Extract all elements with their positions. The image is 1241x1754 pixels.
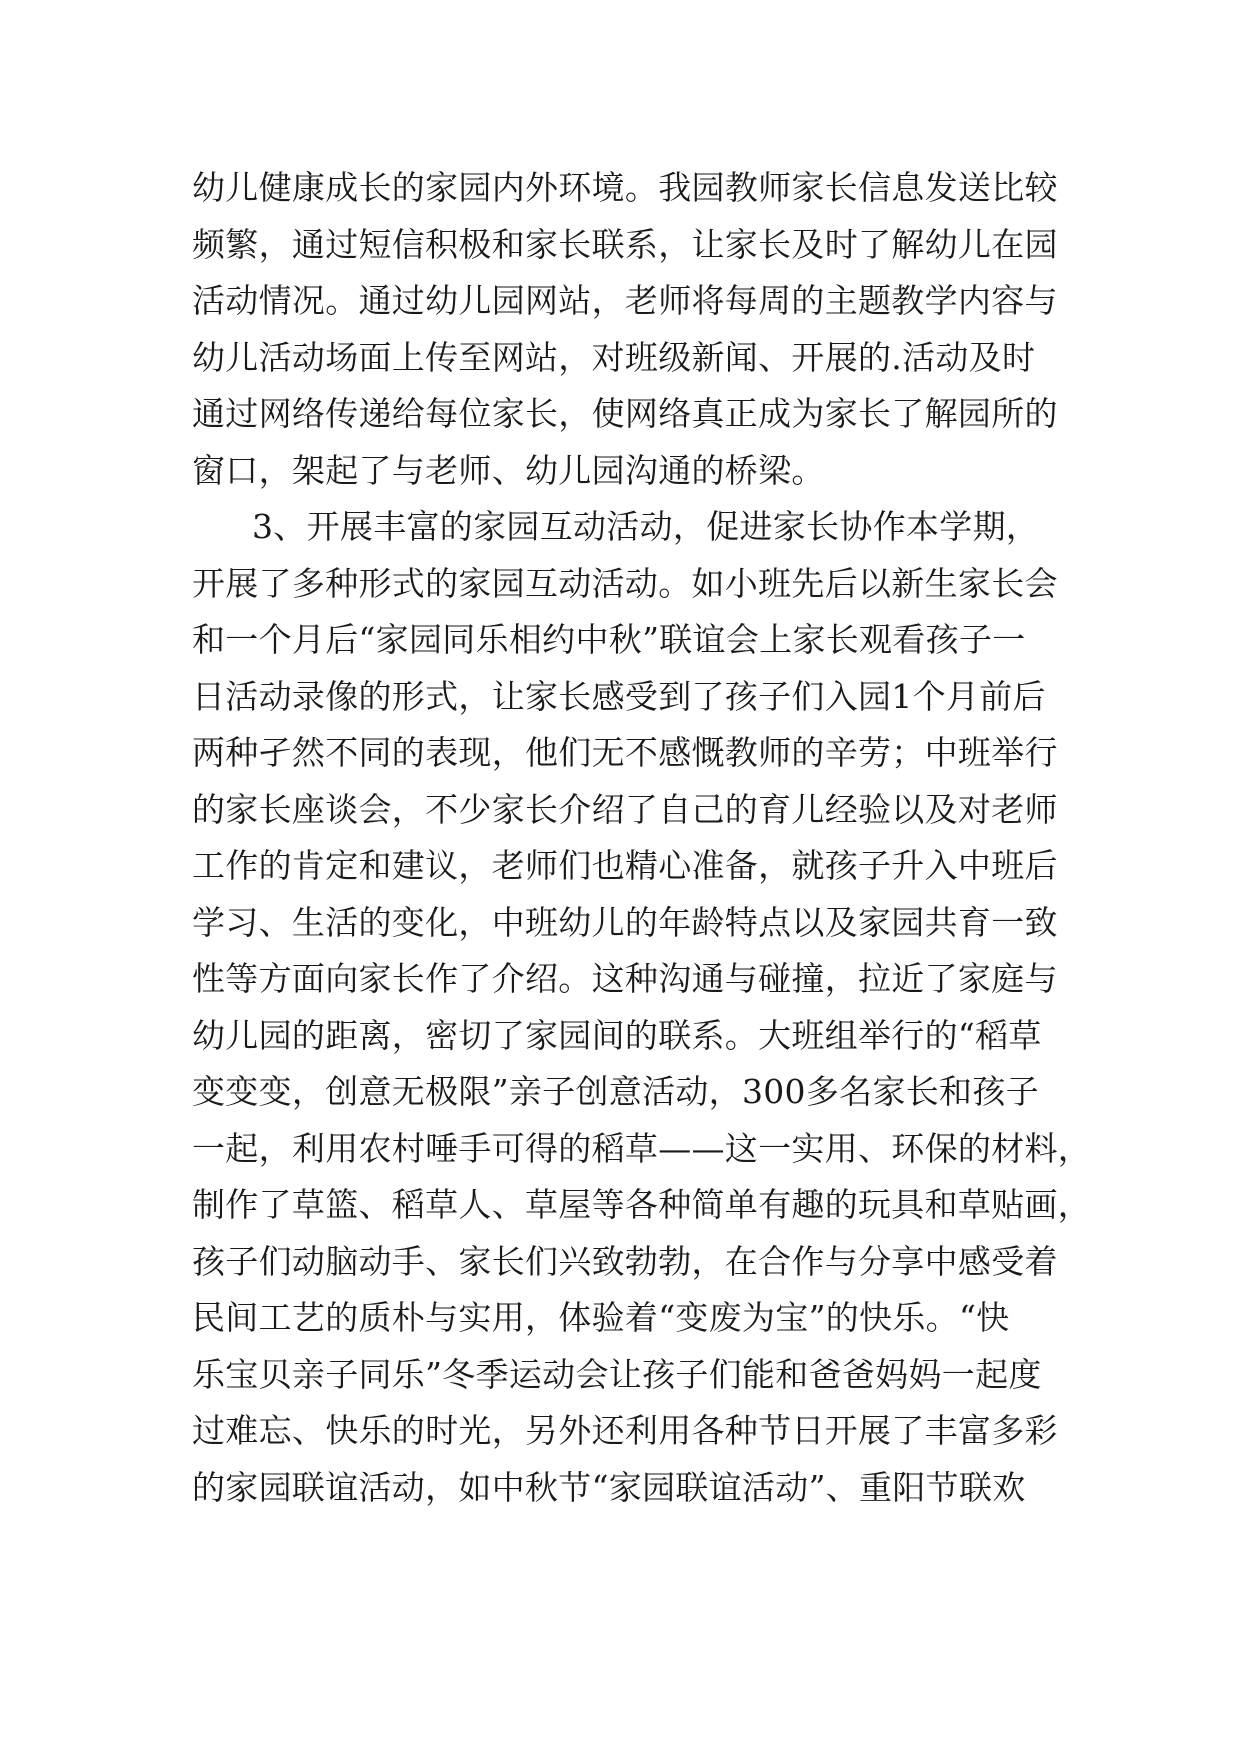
paragraph-start-line: 3、开展丰富的家园互动活动，促进家长协作本学期， xyxy=(252,507,1040,546)
text-line: 学习、生活的变化，中班幼儿的年龄特点以及家园共育一致 xyxy=(192,902,1058,942)
text-line: 一起，利用农村唾手可得的稻草——这一实用、环保的材料， xyxy=(192,1128,1092,1168)
text-line: 幼儿活动场面上传至网站，对班级新闻、开展的.活动及时 xyxy=(192,337,1036,377)
text-line: 民间工艺的质朴与实用，体验着“变废为宝”的快乐。“快 xyxy=(192,1298,1010,1337)
text-line: 性等方面向家长作了介绍。这种沟通与碰撞，拉近了家庭与 xyxy=(192,959,1058,998)
text-line: 孩子们动脑动手、家长们兴致勃勃，在合作与分享中感受着 xyxy=(192,1241,1058,1281)
text-line: 过难忘、快乐的时光，另外还利用各种节日开展了丰富多彩 xyxy=(192,1411,1058,1450)
text-line: 制作了草篮、稻草人、草屋等各种简单有趣的玩具和草贴画， xyxy=(192,1185,1092,1224)
text-line: 通过网络传递给每位家长，使网络真正成为家长了解园所的 xyxy=(192,394,1058,433)
text-line: 变变变，创意无极限”亲子创意活动，300多名家长和孩子 xyxy=(192,1072,1039,1111)
text-line: 和一个月后“家园同乐相约中秋”联谊会上家长观看孩子一 xyxy=(192,620,1026,659)
text-line: 日活动录像的形式，让家长感受到了孩子们入园1个月前后 xyxy=(192,676,1046,716)
text-line: 窗口，架起了与老师、幼儿园沟通的桥梁。 xyxy=(192,450,825,490)
text-line: 的家园联谊活动，如中秋节“家园联谊活动”、重阳节联欢 xyxy=(192,1467,1026,1507)
body-text xyxy=(192,160,1092,1516)
text-line: 的家长座谈会，不少家长介绍了自己的育儿经验以及对老师 xyxy=(192,789,1058,829)
text-line: 两种孑然不同的表现，他们无不感慨教师的辛劳；中班举行 xyxy=(192,733,1058,772)
text-line: 频繁，通过短信积极和家长联系，让家长及时了解幼儿在园 xyxy=(192,224,1058,264)
text-line: 工作的肯定和建议，老师们也精心准备，就孩子升入中班后 xyxy=(192,846,1058,885)
text-line: 开展了多种形式的家园互动活动。如小班先后以新生家长会 xyxy=(192,563,1058,603)
text-line: 幼儿健康成长的家园内外环境。我园教师家长信息发送比较 xyxy=(192,168,1058,207)
text-line: 活动情况。通过幼儿园网站，老师将每周的主题教学内容与 xyxy=(192,281,1058,320)
text-line: 幼儿园的距离，密切了家园间的联系。大班组举行的“稻草 xyxy=(192,1015,1042,1055)
text-line: 乐宝贝亲子同乐”冬季运动会让孩子们能和爸爸妈妈一起度 xyxy=(192,1354,1042,1394)
